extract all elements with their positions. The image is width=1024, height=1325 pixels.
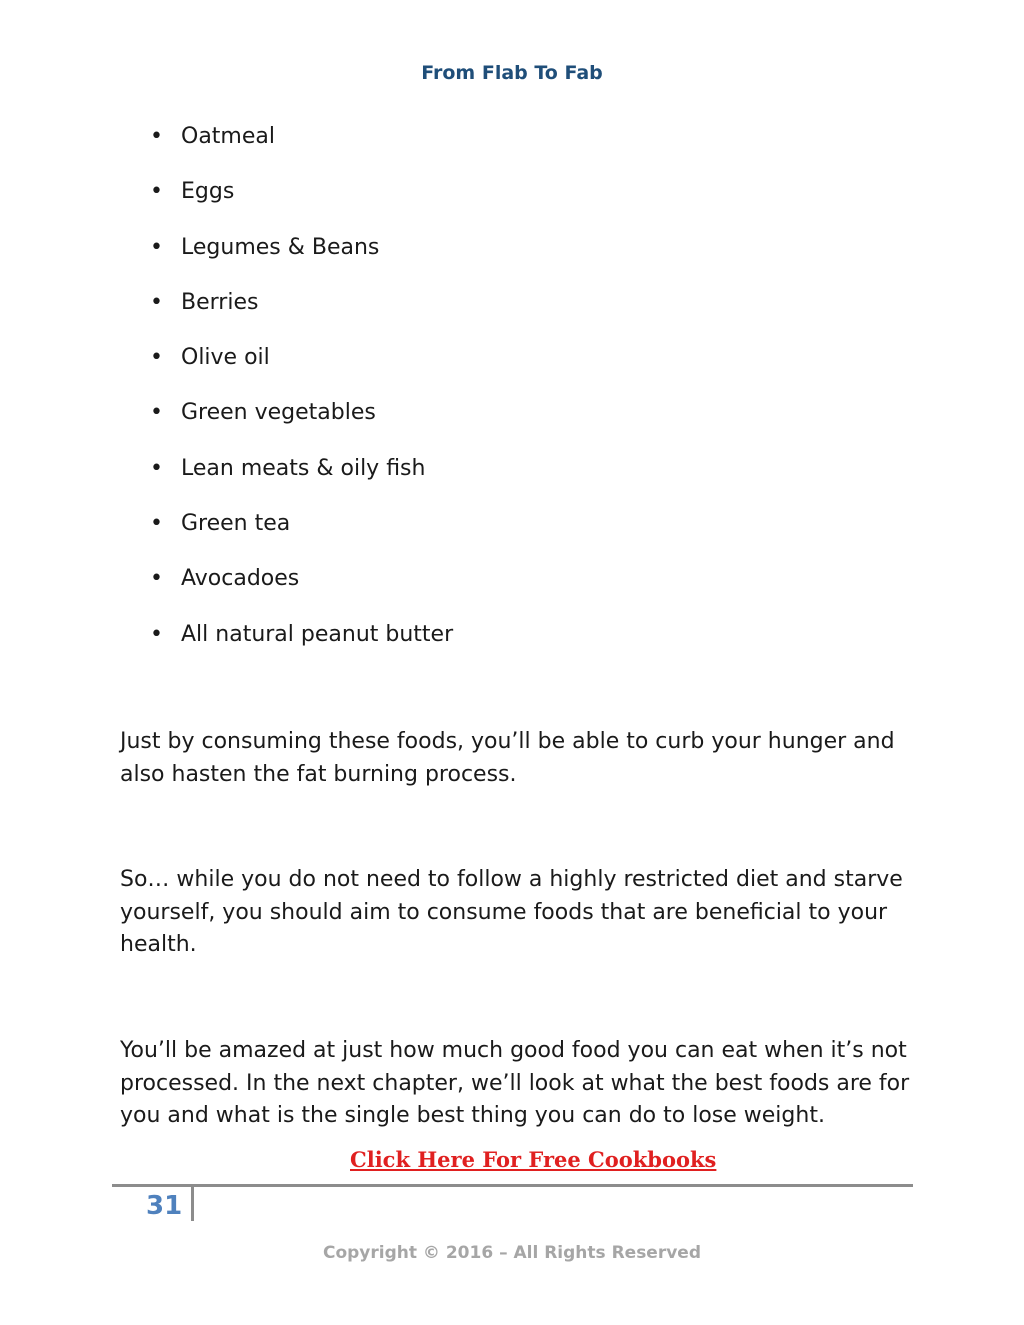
list-item <box>150 562 453 617</box>
bullet-icon: • <box>150 289 163 315</box>
list-item <box>150 286 453 341</box>
list-item <box>150 507 453 562</box>
food-bullet-list <box>150 120 453 673</box>
list-item <box>150 120 453 175</box>
list-item-text: Berries <box>181 289 259 315</box>
bullet-icon: • <box>150 400 163 426</box>
copyright-notice: Copyright © 2016 – All Rights Reserved <box>322 1243 702 1263</box>
list-item-text: Lean meats & oily fish <box>181 455 426 481</box>
list-item <box>150 452 453 507</box>
list-item-text: Green vegetables <box>181 400 376 426</box>
list-item <box>150 341 453 396</box>
list-item-text: Green tea <box>181 511 291 537</box>
body-paragraph-2: So… while you do not need to follow a highly restricted diet and starve yourself, you should aim to consume foods that are beneficial to your health. <box>120 867 903 957</box>
list-item-text: Olive oil <box>181 345 270 371</box>
bullet-icon: • <box>150 566 163 592</box>
list-item <box>150 618 453 673</box>
list-item-text: Legumes & Beans <box>181 234 380 260</box>
list-item-text: Avocadoes <box>181 566 300 592</box>
bullet-icon: • <box>150 511 163 537</box>
running-header-title: From Flab To Fab <box>421 62 603 84</box>
page-number: 31 <box>146 1191 183 1221</box>
list-item <box>150 231 453 286</box>
free-cookbooks-link[interactable]: Click Here For Free Cookbooks <box>350 1147 717 1172</box>
body-paragraph-1: Just by consuming these foods, you’ll be able to curb your hunger and also hasten the fat burning process. <box>120 729 895 787</box>
page-number-divider <box>191 1187 194 1221</box>
list-item-text: Eggs <box>181 179 235 205</box>
bullet-icon: • <box>150 124 163 149</box>
bullet-icon: • <box>150 179 163 205</box>
bullet-icon: • <box>150 621 163 647</box>
list-item-text: Oatmeal <box>181 124 275 149</box>
bullet-icon: • <box>150 345 163 371</box>
bullet-icon: • <box>150 455 163 481</box>
footer-divider <box>112 1184 913 1187</box>
list-item <box>150 175 453 230</box>
list-item <box>150 396 453 451</box>
bullet-icon: • <box>150 234 163 260</box>
list-item-text: All natural peanut butter <box>181 621 454 647</box>
body-paragraph-3: You’ll be amazed at just how much good food you can eat when it’s not processed. In the next chapter, we’ll look at what the best foods are for you and what is the single best thing you can do to lose weight. <box>120 1038 910 1128</box>
